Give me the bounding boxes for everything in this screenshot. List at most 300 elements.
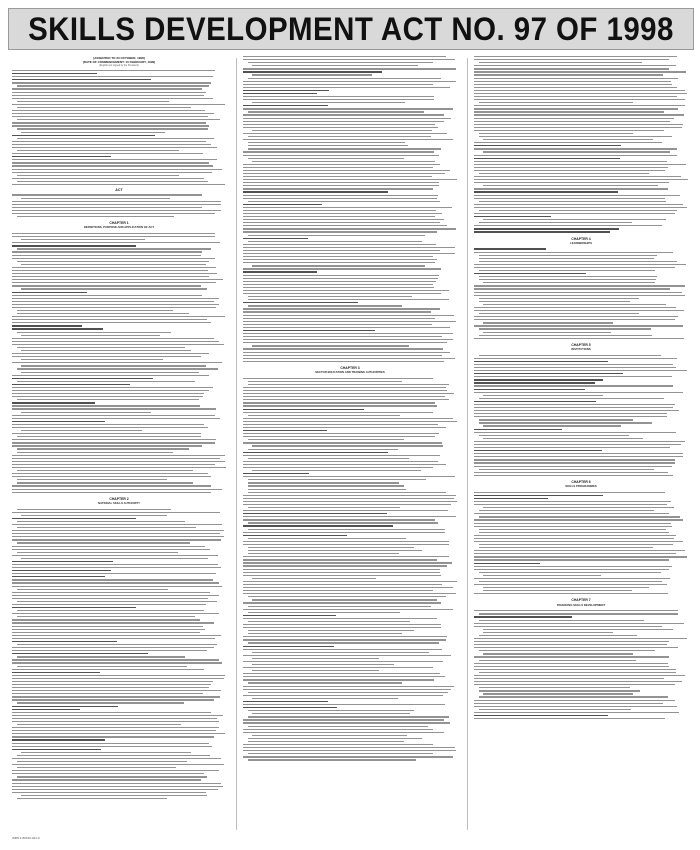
text-line — [479, 270, 655, 271]
text-line — [243, 87, 450, 88]
text-line — [243, 562, 452, 563]
text-line — [479, 279, 656, 280]
text-line — [474, 148, 677, 149]
text-line — [248, 538, 406, 539]
text-line — [243, 498, 454, 499]
text-line — [12, 586, 222, 587]
text-line — [243, 81, 456, 82]
text-line — [252, 445, 443, 446]
text-line — [248, 547, 414, 548]
text-line — [474, 198, 665, 199]
text-line — [243, 271, 317, 272]
text-line — [12, 322, 211, 323]
text-line — [12, 393, 204, 394]
text-line — [474, 450, 602, 451]
chapter-title: SKILLS PROGRAMMES — [565, 484, 597, 489]
text-line — [248, 596, 446, 597]
text-line — [474, 495, 603, 496]
text-line — [474, 59, 669, 60]
text-line — [243, 256, 433, 257]
text-line — [12, 276, 209, 277]
chapter-title: LEARNERSHIPS — [570, 240, 592, 245]
text-line — [243, 433, 439, 434]
text-line — [12, 98, 213, 99]
text-line — [474, 373, 623, 374]
body-text — [474, 492, 688, 595]
text-line — [474, 712, 679, 713]
text-line — [243, 744, 433, 745]
text-line — [479, 398, 664, 399]
text-line — [243, 348, 443, 349]
text-line — [21, 132, 165, 133]
text-line — [474, 616, 572, 617]
text-line — [243, 673, 440, 674]
text-line — [12, 626, 203, 627]
text-line — [483, 653, 633, 654]
text-line — [474, 358, 677, 359]
text-line — [12, 242, 220, 243]
text-line — [479, 201, 666, 202]
text-line — [252, 578, 376, 579]
text-line — [12, 570, 111, 571]
text-line — [243, 602, 441, 603]
text-line — [12, 116, 208, 117]
text-line — [248, 716, 449, 717]
text-line — [17, 776, 207, 777]
act-heading: ACT — [115, 188, 123, 193]
text-line — [474, 142, 662, 143]
text-line — [474, 703, 663, 704]
text-line — [474, 432, 676, 433]
text-line — [243, 207, 452, 208]
text-line — [243, 275, 439, 276]
text-line — [12, 295, 202, 296]
text-line — [483, 693, 633, 694]
text-line — [12, 307, 216, 308]
text-line — [17, 644, 217, 645]
text-line — [248, 507, 400, 508]
text-line — [12, 743, 209, 744]
body-text — [243, 378, 457, 761]
text-line — [474, 310, 684, 311]
text-line — [17, 150, 179, 151]
text-line — [12, 194, 202, 195]
text-line — [12, 418, 220, 419]
text-line — [243, 455, 440, 456]
text-line — [12, 669, 204, 670]
text-line — [17, 589, 168, 590]
text-line — [248, 136, 431, 137]
text-line — [243, 339, 453, 340]
text-line — [483, 590, 632, 591]
text-line — [243, 476, 455, 477]
text-line — [243, 655, 451, 656]
text-line — [12, 233, 215, 234]
text-line — [243, 464, 446, 465]
text-line — [17, 175, 179, 176]
text-line — [243, 238, 308, 239]
text-line — [243, 587, 453, 588]
text-line — [12, 684, 211, 685]
text-line — [483, 395, 603, 396]
text-line — [479, 532, 669, 533]
text-line — [243, 99, 434, 100]
text-line — [248, 158, 404, 159]
text-line — [479, 301, 630, 302]
body-text — [12, 70, 226, 185]
text-line — [243, 281, 436, 282]
text-line — [243, 399, 449, 400]
text-line — [243, 333, 453, 334]
text-line — [243, 222, 440, 223]
text-line — [474, 638, 687, 639]
text-line — [21, 515, 167, 516]
text-line — [21, 239, 145, 240]
text-line — [21, 359, 163, 360]
footer-code: ISBN 1-86919-034-9 — [12, 836, 40, 840]
text-line — [17, 798, 167, 799]
text-line — [252, 470, 421, 471]
text-line — [12, 156, 111, 157]
text-line — [243, 358, 455, 359]
text-line — [243, 584, 442, 585]
text-line — [474, 213, 675, 214]
text-line — [243, 118, 451, 119]
text-line — [243, 695, 443, 696]
text-line — [12, 207, 202, 208]
text-line — [243, 704, 445, 705]
text-line — [12, 408, 216, 409]
text-line — [474, 285, 685, 286]
text-line — [248, 482, 399, 483]
text-line — [243, 473, 309, 474]
text-line — [479, 210, 677, 211]
text-line — [243, 609, 453, 610]
text-line — [12, 169, 222, 170]
text-line — [17, 138, 214, 139]
text-line — [21, 430, 142, 431]
text-line — [243, 330, 375, 331]
text-line — [12, 88, 202, 89]
text-line — [12, 356, 201, 357]
text-line — [12, 485, 211, 486]
text-line — [479, 328, 651, 329]
text-line — [243, 461, 438, 462]
text-line — [479, 62, 642, 63]
text-line — [12, 733, 225, 734]
text-line — [479, 222, 632, 223]
text-line — [479, 469, 654, 470]
text-line — [17, 119, 220, 120]
text-line — [243, 732, 444, 733]
text-line — [474, 164, 686, 165]
text-line — [474, 367, 676, 368]
text-line — [252, 74, 372, 75]
text-line — [17, 527, 196, 528]
text-line — [243, 342, 447, 343]
text-line — [243, 204, 322, 205]
text-line — [12, 298, 219, 299]
text-line — [474, 176, 681, 177]
text-line — [474, 179, 688, 180]
text-line — [17, 601, 217, 602]
text-line — [17, 310, 173, 311]
text-line — [474, 706, 677, 707]
text-line — [474, 114, 684, 115]
chapter-heading: CHAPTER 6 — [571, 479, 591, 484]
text-line — [248, 621, 410, 622]
text-line — [12, 783, 221, 784]
text-line — [12, 681, 213, 682]
text-line — [248, 458, 409, 459]
text-line — [243, 352, 450, 353]
text-line — [474, 459, 675, 460]
text-line — [12, 653, 148, 654]
text-line — [474, 462, 675, 463]
text-line — [243, 559, 437, 560]
text-line — [243, 646, 334, 647]
text-line — [17, 656, 185, 657]
text-line — [12, 715, 223, 716]
text-line — [474, 87, 677, 88]
text-line — [479, 516, 680, 517]
text-line — [474, 81, 671, 82]
text-line — [474, 170, 665, 171]
text-line — [474, 267, 675, 268]
text-line — [474, 364, 673, 365]
text-line — [243, 155, 439, 156]
text-line — [243, 569, 440, 570]
text-line — [479, 650, 655, 651]
text-line — [474, 145, 621, 146]
text-line — [12, 341, 219, 342]
text-line — [12, 598, 208, 599]
text-line — [243, 719, 444, 720]
text-line — [248, 439, 404, 440]
text-line — [12, 619, 200, 620]
text-line — [243, 676, 445, 677]
text-line — [17, 470, 193, 471]
text-line — [479, 660, 636, 661]
text-line — [248, 492, 446, 493]
text-line — [243, 90, 329, 91]
text-line — [12, 255, 201, 256]
text-line — [474, 641, 669, 642]
text-line — [474, 681, 682, 682]
text-line — [243, 361, 444, 362]
text-line — [17, 85, 209, 86]
text-line — [479, 102, 633, 103]
text-line — [12, 396, 203, 397]
text-line — [12, 292, 87, 293]
text-line — [12, 629, 205, 630]
text-line — [479, 529, 666, 530]
text-line — [248, 415, 400, 416]
text-line — [12, 210, 221, 211]
text-line — [243, 393, 454, 394]
text-line — [12, 561, 113, 562]
text-line — [243, 253, 455, 254]
text-line — [12, 236, 215, 237]
text-line — [17, 755, 210, 756]
text-line — [12, 555, 218, 556]
text-line — [12, 184, 225, 185]
text-line — [21, 412, 151, 413]
text-line — [474, 105, 685, 106]
text-line — [243, 679, 434, 680]
text-line — [479, 133, 633, 134]
text-line — [474, 216, 551, 217]
text-line — [483, 219, 666, 220]
text-line — [12, 746, 212, 747]
text-line — [17, 368, 218, 369]
text-line — [243, 639, 446, 640]
text-line — [243, 225, 447, 226]
text-line — [17, 399, 199, 400]
text-line — [243, 636, 447, 637]
text-line — [243, 127, 438, 128]
text-line — [483, 332, 611, 333]
text-line — [243, 532, 445, 533]
text-line — [479, 613, 678, 614]
text-line — [243, 198, 437, 199]
text-line — [474, 416, 667, 417]
text-line — [243, 452, 388, 453]
text-line — [474, 124, 683, 125]
text-line — [12, 162, 209, 163]
text-line — [243, 516, 456, 517]
text-line — [243, 618, 437, 619]
text-line — [243, 556, 449, 557]
text-line — [243, 430, 327, 431]
text-line — [474, 610, 678, 611]
text-line — [243, 139, 453, 140]
text-line — [243, 667, 433, 668]
text-line — [243, 278, 438, 279]
text-line — [12, 718, 217, 719]
text-line — [12, 632, 200, 633]
text-line — [474, 161, 667, 162]
text-line — [248, 738, 422, 739]
language-note: (English text signed by the President) — [99, 64, 139, 67]
body-text — [243, 56, 457, 362]
text-line — [12, 647, 214, 648]
text-line — [474, 264, 686, 265]
text-line — [474, 231, 610, 232]
text-line — [243, 250, 440, 251]
text-line — [483, 282, 655, 283]
text-line — [12, 564, 218, 565]
text-line — [243, 262, 435, 263]
chapter-title: DEFINITIONS, PURPOSE AND APPLICATION OF ACT — [83, 225, 155, 230]
text-line — [248, 142, 405, 143]
text-line — [243, 268, 441, 269]
text-line — [479, 709, 631, 710]
text-line — [474, 382, 595, 383]
text-line — [12, 445, 202, 446]
text-line — [474, 130, 664, 131]
text-line — [479, 690, 640, 691]
text-line — [17, 332, 171, 333]
text-line — [17, 482, 193, 483]
text-line — [12, 402, 95, 403]
text-line — [479, 298, 639, 299]
text-line — [17, 761, 187, 762]
text-line — [12, 316, 225, 317]
text-line — [248, 62, 433, 63]
text-line — [248, 479, 426, 480]
text-line — [12, 758, 221, 759]
text-line — [474, 90, 685, 91]
text-line — [243, 544, 449, 545]
text-line — [12, 770, 219, 771]
text-line — [12, 353, 209, 354]
text-line — [483, 507, 674, 508]
text-line — [243, 707, 337, 708]
text-line — [483, 575, 601, 576]
text-line — [479, 547, 653, 548]
text-line — [248, 489, 406, 490]
text-line — [243, 170, 450, 171]
text-line — [12, 258, 215, 259]
text-line — [474, 155, 677, 156]
text-line — [12, 273, 217, 274]
text-line — [12, 201, 221, 202]
text-line — [243, 627, 441, 628]
text-line — [474, 666, 669, 667]
text-line — [12, 458, 220, 459]
text-line — [12, 739, 105, 740]
text-line — [243, 504, 451, 505]
text-line — [243, 590, 433, 591]
text-line — [12, 687, 209, 688]
text-line — [243, 93, 317, 94]
text-line — [474, 501, 671, 502]
text-line — [12, 415, 215, 416]
text-line — [248, 235, 425, 236]
text-line — [243, 114, 444, 115]
text-line — [12, 178, 204, 179]
text-line — [474, 626, 662, 627]
text-line — [12, 390, 209, 391]
text-line — [252, 102, 405, 103]
text-line — [12, 536, 224, 537]
text-line — [248, 642, 439, 643]
text-line — [17, 479, 167, 480]
text-line — [243, 124, 435, 125]
text-line — [474, 207, 687, 208]
text-line — [474, 195, 680, 196]
text-line — [243, 412, 433, 413]
text-line — [12, 439, 216, 440]
text-line — [12, 604, 206, 605]
text-line — [17, 313, 189, 314]
text-line — [474, 307, 676, 308]
text-line — [243, 164, 440, 165]
text-line — [248, 111, 424, 112]
text-line — [474, 93, 687, 94]
text-line — [12, 467, 226, 468]
text-line — [479, 435, 629, 436]
text-line — [12, 427, 208, 428]
text-line — [17, 666, 187, 667]
text-line — [12, 319, 207, 320]
text-line — [243, 290, 449, 291]
text-line — [474, 225, 662, 226]
text-line — [474, 404, 675, 405]
text-line — [474, 593, 668, 594]
text-line — [12, 464, 215, 465]
